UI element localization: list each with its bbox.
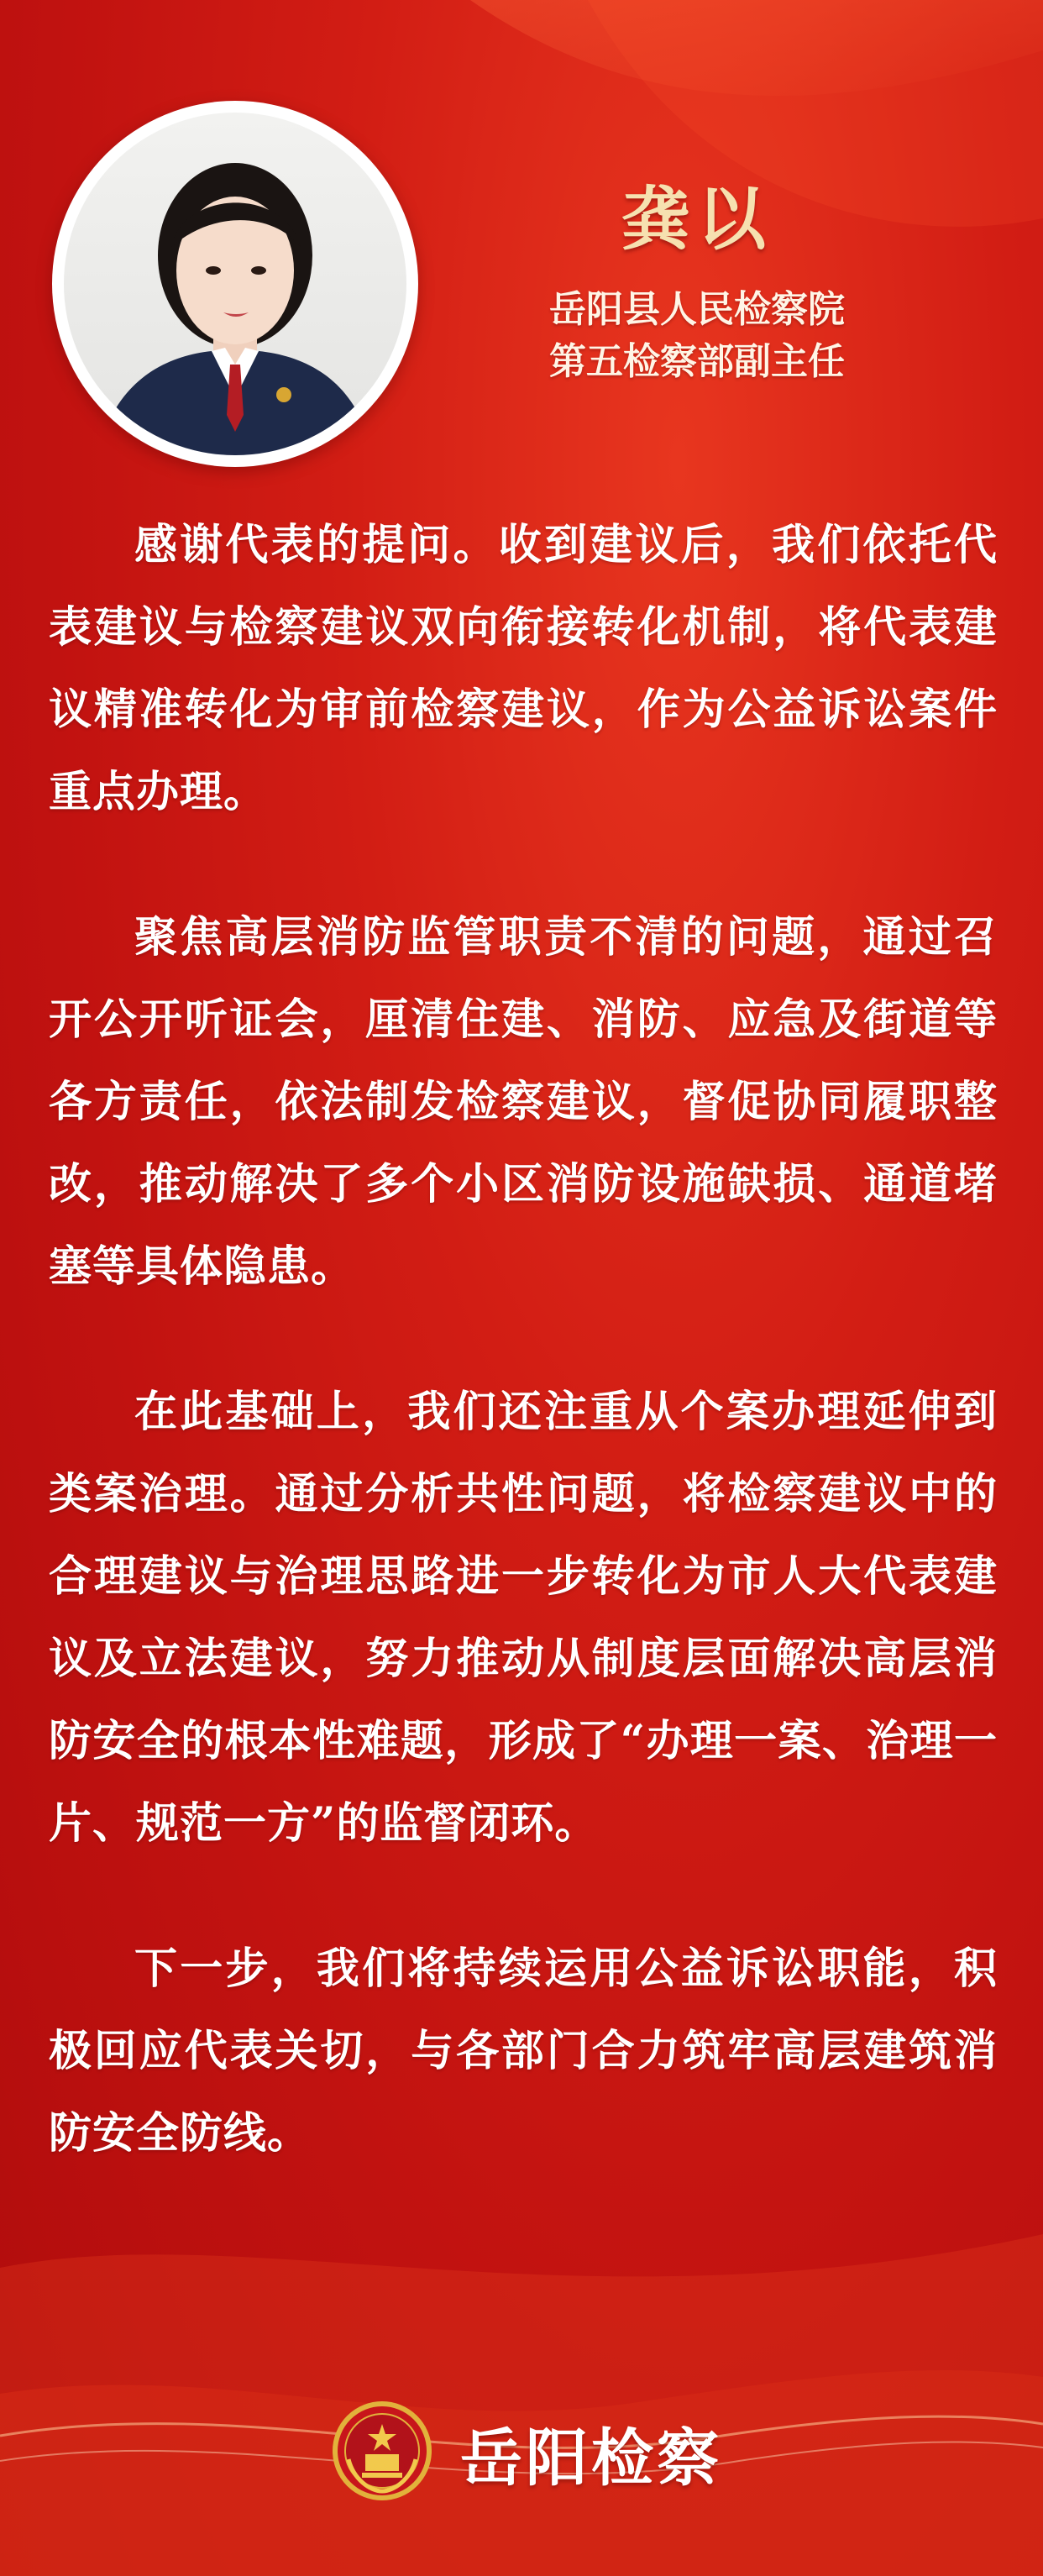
- statement-body: [49, 504, 998, 2238]
- procuratorate-emblem-icon: [332, 2400, 432, 2501]
- person-name: 龚以: [621, 179, 773, 260]
- brand-name: 岳阳检察: [460, 2422, 722, 2495]
- paragraph-1: 感谢代表的提问。收到建议后，我们依托代表建议与检察建议双向衔接转化机制，将代表建议精准转化为审前检察建议，作为公益诉讼案件重点办理。: [49, 520, 998, 817]
- person-title: [470, 284, 924, 388]
- portrait-photo: [64, 113, 406, 455]
- paragraph-4: 下一步，我们将持续运用公益诉讼职能，积极回应代表关切，与各部门合力筑牢高层建筑消防安全防线。: [49, 1944, 998, 2159]
- org-line-1: 岳阳县人民检察院: [549, 288, 845, 331]
- org-line-2: 第五检察部副主任: [549, 340, 845, 383]
- paragraph-3: 在此基础上，我们还注重从个案办理延伸到类案治理。通过分析共性问题，将检察建议中的合理建议与治理思路进一步转化为市人大代表建议及立法建议，努力推动从制度层面解决高层消防安全的根本性难题，形成了“办理一案、治理一片、规范一方”的监督闭环。: [49, 1387, 998, 1849]
- paragraph-2: 聚焦高层消防监管职责不清的问题，通过召开公开听证会，厘清住建、消防、应急及街道等各方责任，依法制发检察建议，督促协同履职整改，推动解决了多个小区消防设施缺损、通道堵塞等具体隐患。: [49, 912, 998, 1292]
